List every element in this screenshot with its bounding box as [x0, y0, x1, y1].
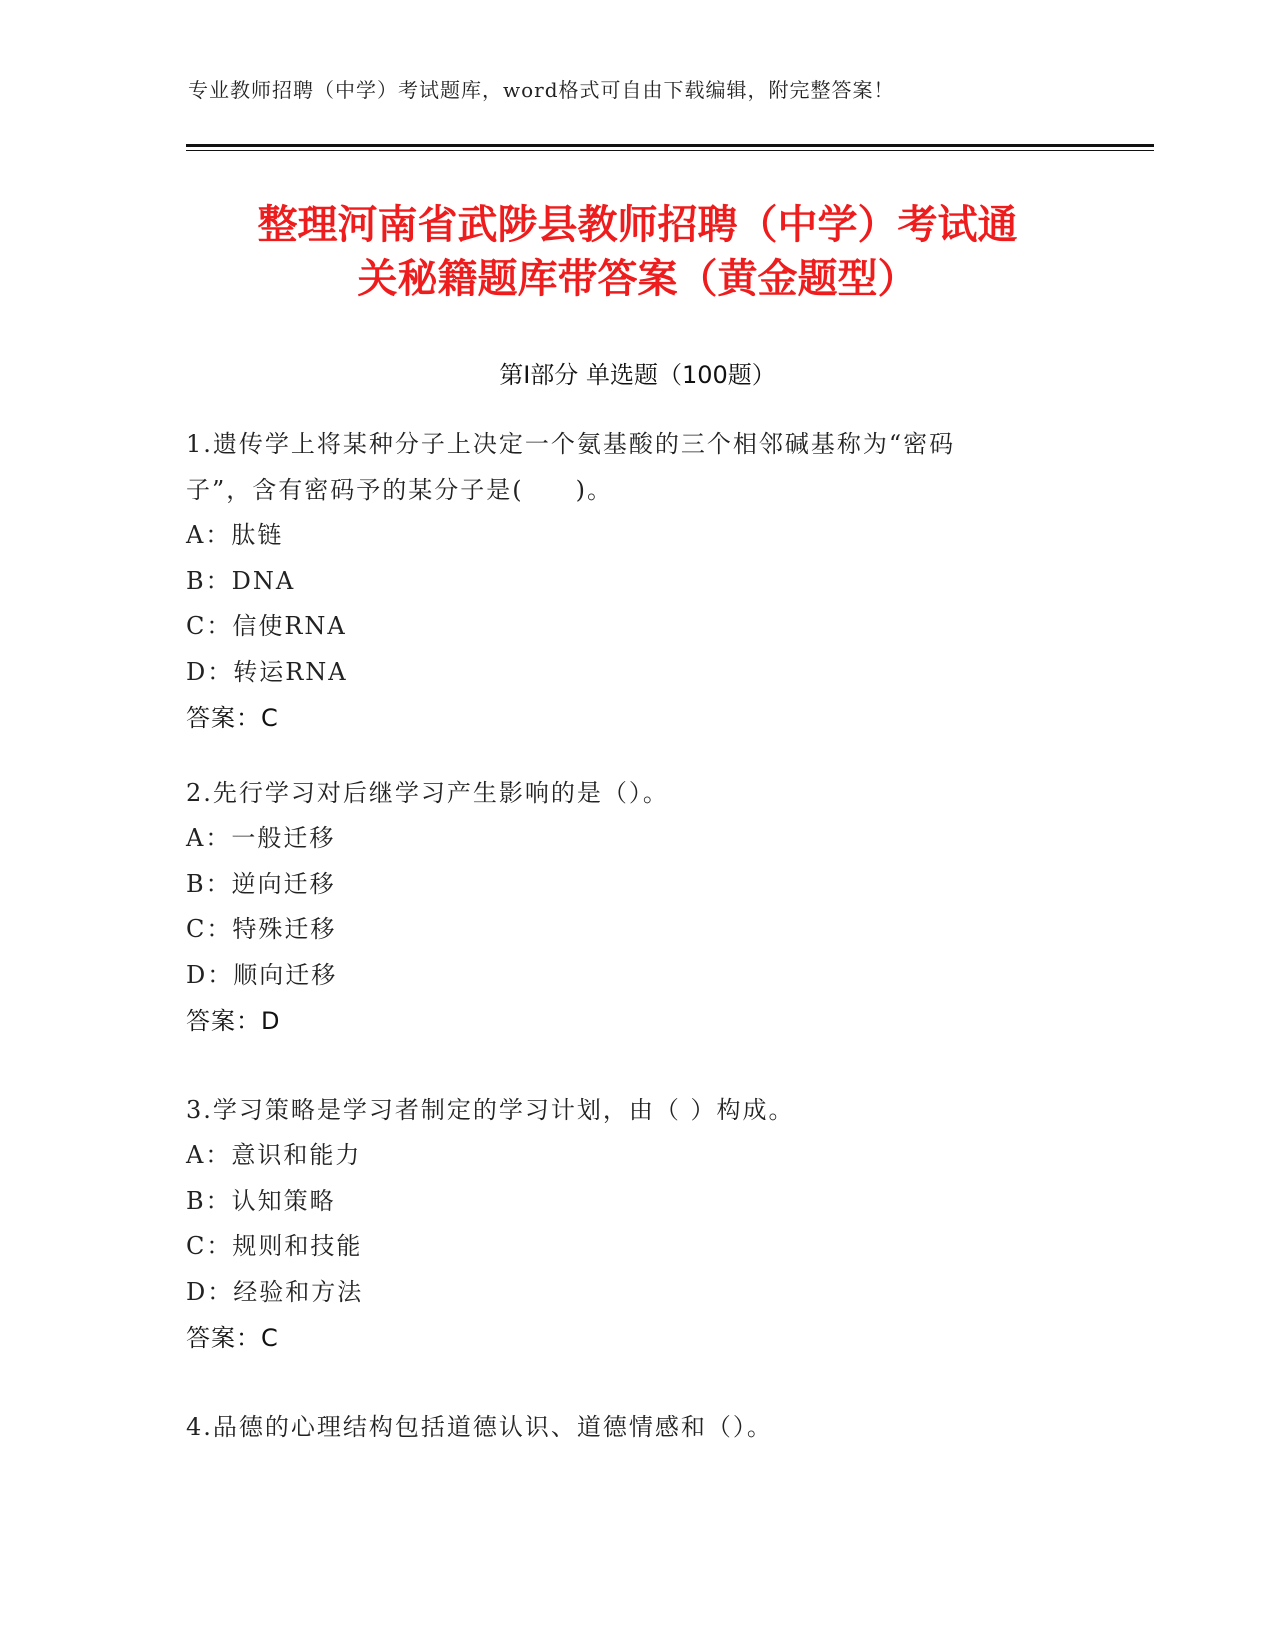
question-stem-line: 2.先行学习对后继学习产生影响的是（）。: [186, 779, 669, 807]
document-title-line-2: 关秘籍题库带答案（黄金题型）: [357, 256, 918, 302]
option-c: C：特殊迁移: [186, 915, 337, 943]
header-rule-thick: [186, 144, 1154, 147]
option-b: B：DNA: [186, 566, 296, 595]
option-a: A：一般迁移: [186, 824, 336, 852]
option-a: A：肽链: [186, 521, 284, 549]
header-note: 专业教师招聘（中学）考试题库，word格式可自由下载编辑，附完整答案！: [188, 78, 895, 102]
question-stem-line: 4.品德的心理结构包括道德认识、道德情感和（）。: [186, 1413, 773, 1441]
question-1: [186, 421, 1086, 741]
answer: 答案：D: [186, 1007, 281, 1035]
answer: 答案：C: [186, 1324, 279, 1352]
question-stem-line: 1.遗传学上将某种分子上决定一个氨基酸的三个相邻碱基称为“密码: [186, 430, 956, 458]
document-title-line-1: 整理河南省武陟县教师招聘（中学）考试通: [257, 202, 1018, 248]
option-b: B：逆向迁移: [186, 869, 336, 898]
section-title: 第Ⅰ部分 单选题（100题）: [499, 361, 776, 389]
question-stem-line: 3.学习策略是学习者制定的学习计划，由（ ）构成。: [186, 1096, 795, 1124]
question-2: [186, 770, 1086, 1044]
option-b: B：认知策略: [186, 1186, 336, 1215]
option-a: A：意识和能力: [186, 1141, 362, 1169]
option-d: D：经验和方法: [186, 1277, 364, 1306]
option-c: C：规则和技能: [186, 1232, 363, 1260]
question-4: [186, 1404, 1086, 1450]
question-3: [186, 1087, 1086, 1361]
answer: 答案：C: [186, 704, 279, 732]
question-stem-line: 子”，含有密码予的某分子是( )。: [186, 476, 613, 504]
option-d: D：转运RNA: [186, 657, 348, 686]
header-rule-thin: [186, 150, 1154, 151]
option-d: D：顺向迁移: [186, 960, 338, 989]
option-c: C：信使RNA: [186, 612, 347, 640]
document-title: [150, 198, 1125, 306]
